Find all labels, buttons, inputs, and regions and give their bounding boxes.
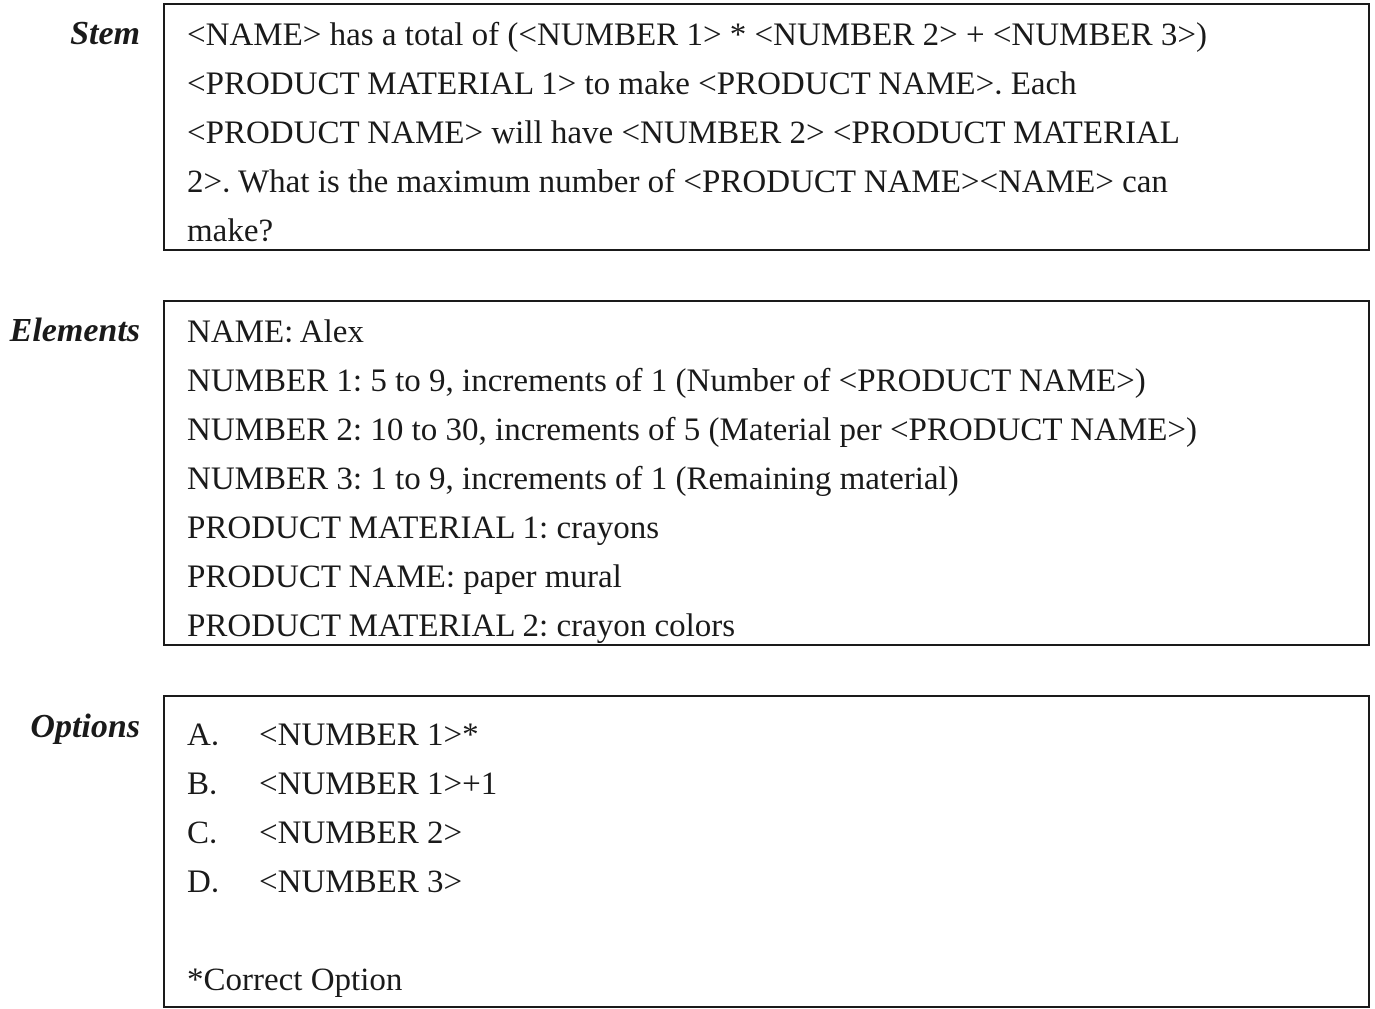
- option-c: [187, 809, 1368, 858]
- option-letter: B.: [187, 766, 218, 802]
- correct-option-note: *Correct Option: [187, 962, 403, 998]
- option-b: [187, 760, 1368, 809]
- element-line: PRODUCT MATERIAL 2: crayon colors: [187, 608, 736, 644]
- spacer: [187, 907, 1368, 956]
- element-line: PRODUCT NAME: paper mural: [187, 559, 622, 595]
- stem-line: make?: [187, 213, 274, 249]
- stem-box: [163, 3, 1370, 251]
- element-line: PRODUCT MATERIAL 1: crayons: [187, 510, 660, 546]
- element-line: NUMBER 3: 1 to 9, increments of 1 (Remaining material): [187, 461, 959, 497]
- stem-line: <PRODUCT NAME> will have <NUMBER 2> <PRODUCT MATERIAL: [187, 115, 1180, 151]
- element-line: NUMBER 2: 10 to 30, increments of 5 (Material per <PRODUCT NAME>): [187, 412, 1197, 448]
- option-letter: C.: [187, 815, 218, 851]
- option-a: [187, 711, 1368, 760]
- stem-line: 2>. What is the maximum number of <PRODUCT NAME><NAME> can: [187, 164, 1168, 200]
- options-box: [163, 695, 1370, 1008]
- stem-line: <NAME> has a total of (<NUMBER 1> * <NUMBER 2> + <NUMBER 3>): [187, 17, 1207, 53]
- option-text: <NUMBER 1>+1: [259, 766, 498, 802]
- option-letter: A.: [187, 717, 220, 753]
- stem-line: <PRODUCT MATERIAL 1> to make <PRODUCT NAME>. Each: [187, 66, 1077, 102]
- stem-label: Stem: [70, 15, 140, 52]
- option-d: [187, 858, 1368, 907]
- option-text: <NUMBER 1>*: [259, 717, 479, 753]
- option-text: <NUMBER 3>: [259, 864, 463, 900]
- options-label: Options: [30, 708, 140, 745]
- element-line: NUMBER 1: 5 to 9, increments of 1 (Number of <PRODUCT NAME>): [187, 363, 1146, 399]
- element-line: NAME: Alex: [187, 314, 364, 350]
- option-text: <NUMBER 2>: [259, 815, 463, 851]
- option-letter: D.: [187, 864, 220, 900]
- elements-box: [163, 300, 1370, 646]
- elements-label: Elements: [9, 312, 140, 349]
